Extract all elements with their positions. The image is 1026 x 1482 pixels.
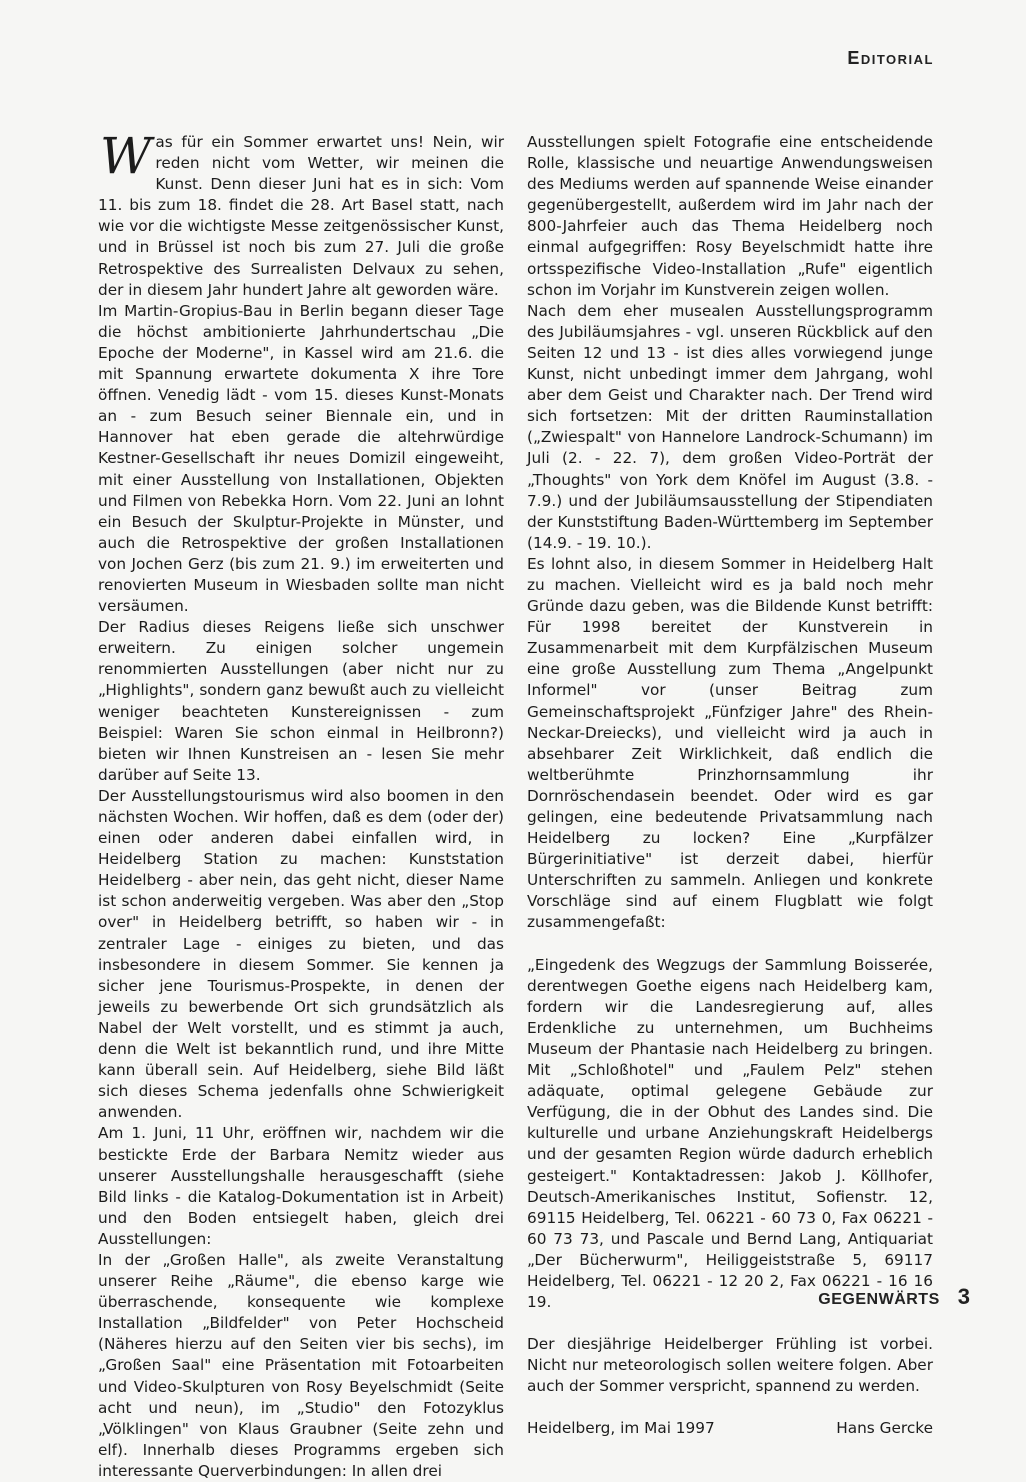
paragraph: Der Radius dieses Reigens ließe sich unschwer erweitern. Zu einigen solcher ungemein renommierten Ausstellungen (aber nicht nur zu „Highlights", sondern ganz bewußt auch zu vielleicht weniger beachteten Kunstereignissen - zum Beispiel: Waren Sie schon einmal in Heilbronn?) bieten wir Ihnen Kunstreisen an - lesen Sie mehr darüber auf Seite 13. bbox=[98, 618, 504, 784]
paragraph: In der „Großen Halle", als zweite Veranstaltung unserer Reihe „Räume", die ebenso karge wie überraschende, konsequente wie komplexe Installation „Bildfelder" von Peter Hochscheid (Näheres hierzu auf den Seiten vier bis sechs), im „Großen Saal" eine Präsentation mit Fotoarbeiten und Video-Skulpturen von Rosy Beyelschmidt (Seite acht und neun), im „Studio" den Fotozyklus „Völklingen" von Klaus Graubner (Seite zehn und elf). Innerhalb dieses Programms ergeben sich interessante Querverbindungen: In allen drei bbox=[98, 1250, 504, 1480]
signature-line bbox=[527, 1418, 933, 1439]
paragraph: Nach dem eher musealen Ausstellungsprogramm des Jubiläumsjahres - vgl. unseren Rückblick auf den Seiten 12 und 13 - ist dies alles vorwiegend junge Kunst, nicht unbedingt immer dem Jahrgang, wohl aber dem Geist und Charakter nach. Der Trend wird sich fortsetzen: Mit der dritten Rauminstallation („Zwiespalt" von Hannelore Landrock-Schumann) im Juli (2. - 22. 7), dem großen Video-Porträt der „Thoughts" von York dem Knöfel im August (3.8. - 7.9.) und der Jubiläumsausstellung der Stipendiaten der Kunststiftung Baden-Württemberg im September (14.9. - 19. 10.). bbox=[527, 301, 933, 552]
page-number: 3 bbox=[957, 1284, 970, 1309]
section-title: Editorial bbox=[847, 48, 934, 68]
page-footer bbox=[818, 1284, 970, 1310]
author-name: Hans Gercke bbox=[836, 1419, 933, 1438]
closing-paragraph: Der diesjährige Heidelberger Frühling ist vorbei. Nicht nur meteorologisch sollen weitere folgen. Aber auch der Sommer verspricht, spannend zu werden. bbox=[527, 1335, 933, 1396]
right-column bbox=[527, 132, 933, 1440]
paragraph: Ausstellungen spielt Fotografie eine entscheidende Rolle, klassische und neuartige Anwendungsweisen des Mediums werden auf spannende Weise einander gegenübergestellt, außerdem wird im Jahr nach der 800-Jahrfeier auch das Thema Heidelberg noch einmal aufgegriffen: Rosy Beyelschmidt hatte ihre ortsspezifische Video-Installation „Rufe" eigentlich schon im Vorjahr im Kunstverein zeigen wollen. bbox=[527, 133, 933, 299]
paragraph: Am 1. Juni, 11 Uhr, eröffnen wir, nachdem wir die bestickte Erde der Barbara Nemitz wieder aus unserer Ausstellungshalle herausgeschafft (siehe Bild links - die Katalog-Dokumentation ist in Arbeit) und den Boden entsiegelt haben, gleich drei Ausstellungen: bbox=[98, 1124, 504, 1248]
magazine-name: GEGENWÄRTS bbox=[818, 1291, 940, 1308]
left-column bbox=[98, 127, 504, 1482]
drop-cap: W bbox=[100, 127, 152, 185]
paragraph: Es lohnt also, in diesem Sommer in Heidelberg Halt zu machen. Vielleicht wird es ja bald noch mehr Gründe dazu geben, was die Bildende Kunst betrifft: Für 1998 bereitet der Kunstverein in Zusammenarbeit mit dem Kurpfälzischen Museum eine große Ausstellung zum Thema „Angelpunkt Informel" vor (unser Beitrag zum Gemeinschaftsprojekt „Fünfziger Jahre" des Rhein-Neckar-Dreiecks), und vielleicht wird ja auch in absehbarer Zeit Wirklichkeit, daß endlich die weltberühmte Prinzhornsammlung ihr Dornröschendasein beendet. Oder wird es gar gelingen, eine bedeutende Privatsammlung nach Heidelberg zu locken? Eine „Kurpfälzer Bürgerinitiative" ist derzeit dabei, hierfür Unterschriften zu sammeln. Anliegen und konkrete Vorschläge sind auf einem Flugblatt wie folgt zusammengefaßt: bbox=[527, 554, 933, 932]
place-date: Heidelberg, im Mai 1997 bbox=[527, 1419, 715, 1438]
paragraph: Was für ein Sommer erwartet uns! Nein, wir reden nicht vom Wetter, wir meinen die Kunst. Denn dieser Juni hat es in sich: Vom 11. bis zum 18. findet die 28. Art Basel statt, nach wie vor die wichtigste Messe zeitgenössischer Kunst, und in Brüssel ist noch bis zum 27. Juli die große Retrospektive des Surrealisten Delvaux zu sehen, der in diesem Jahr hundert Jahre alt geworden wäre. bbox=[98, 127, 504, 299]
paragraph: Der Ausstellungstourismus wird also boomen in den nächsten Wochen. Wir hoffen, daß es dem (oder der) einen oder anderen dabei einfallen wird, in Heidelberg Station zu machen: Kunststation Heidelberg - aber nein, das geht nicht, dieser Name ist schon anderweitig vergeben. Was aber den „Stop over" in Heidelberg betrifft, so haben wir - in zentraler Lage - einiges zu bieten, und das insbesondere in diesem Sommer. Sie kennen ja sicher jene Tourismus-Prospekte, in denen der jeweils zu bewerbende Ort sich grundsätzlich als Nabel der Welt vorstellt, und es stimmt ja auch, denn die Welt ist bekanntlich rund, und ihre Mitte kann überall sein. Auf Heidelberg, siehe Bild läßt sich dieses Schema jedenfalls ohne Schwierigkeit anwenden. bbox=[98, 786, 504, 1122]
paragraph: Im Martin-Gropius-Bau in Berlin begann dieser Tage die höchst ambitionierte Jahrhundertschau „Die Epoche der Moderne", in Kassel wird am 21.6. die mit Spannung erwartete dokumenta X ihre Tore öffnen. Venedig lädt - vom 15. dieses Kunst-Monats an - zum Besuch seiner Biennale ein, und in Hannover hat eben gerade die altehrwürdige Kestner-Gesellschaft ihr neues Domizil eingeweiht, mit einer Ausstellung von Installationen, Objekten und Filmen von Rebekka Horn. Vom 22. Juni an lohnt ein Besuch der Skulptur-Projekte in Münster, und auch die Retrospektive der großen Installationen von Jochen Gerz (bis zum 21. 9.) im erweiterten und renovierten Museum in Wiesbaden sollte man nicht versäumen. bbox=[98, 301, 504, 616]
quote-paragraph: „Eingedenk des Wegzugs der Sammlung Boisserée, derentwegen Goethe eigens nach Heidelberg kam, fordern wir die Landesregierung auf, alles Erdenkliche zu unternehmen, um Buchheims Museum der Phantasie nach Heidelberg zu bringen. Mit „Schloßhotel" und „Faulem Pelz" stehen adäquate, optimal gelegene Gebäude zur Verfügung, die in der Obhut des Landes sind. Die kulturelle und urbane Anziehungskraft Heidelbergs und der gesamten Region würde dadurch erheblich gesteigert." Kontaktadressen: Jakob J. Köllhofer, Deutsch-Amerikanisches Institut, Sofienstr. 12, 69115 Heidelberg, Tel. 06221 - 60 73 0, Fax 06221 - 60 73 73, und Pascale und Bernd Lang, Antiquariat „Der Bücherwurm", Heiliggeiststraße 5, 69117 Heidelberg, Tel. 06221 - 12 20 2, Fax 06221 - 16 16 19. bbox=[527, 955, 933, 1312]
